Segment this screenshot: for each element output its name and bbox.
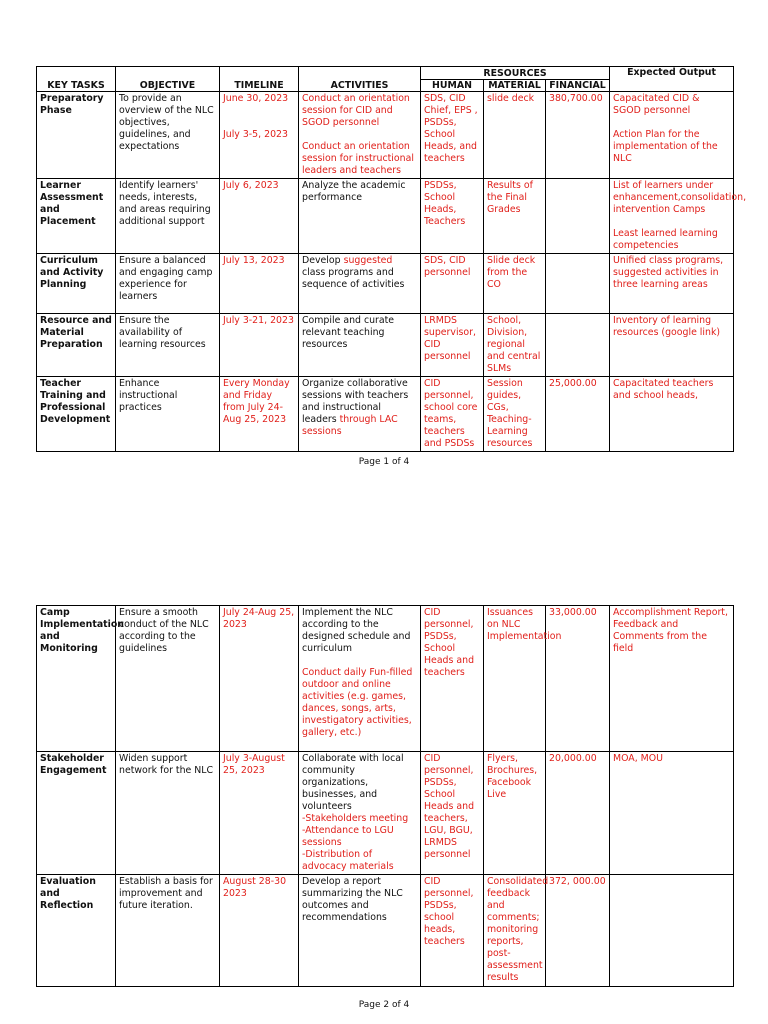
objective-cell: To provide an overview of the NLC objectives, guidelines, and expectations — [116, 92, 220, 179]
activity-cell — [299, 752, 421, 875]
output-cell: Inventory of learning resources (google link) — [610, 314, 734, 377]
material-cell: Slide deck from the CO — [484, 254, 546, 314]
financial-cell — [546, 254, 610, 314]
output-text: Least learned learning competencies — [613, 228, 718, 251]
output-cell: MOA, MOU — [610, 752, 734, 875]
financial-cell: 20,000.00 — [546, 752, 610, 875]
financial-cell — [546, 179, 610, 254]
material-cell: slide deck — [484, 92, 546, 179]
objective-cell: Ensure a smooth conduct of the NLC according to the guidelines — [116, 606, 220, 752]
header-activities: ACTIVITIES — [299, 67, 421, 92]
financial-cell: 25,000.00 — [546, 377, 610, 452]
table-row — [37, 752, 734, 875]
financial-cell: 33,000.00 — [546, 606, 610, 752]
page-footer: Page 1 of 4 — [358, 457, 410, 467]
task-cell: Teacher Training and Professional Development — [37, 377, 116, 452]
output-text: Action Plan for the implementation of the NLC — [613, 129, 718, 164]
table-row — [37, 92, 734, 179]
header-row-top — [37, 67, 734, 80]
timeline-cell: July 24-Aug 25, 2023 — [220, 606, 299, 752]
human-cell: CID personnel, PSDSs, School Heads and teachers, LGU, BGU, LRMDS personnel — [421, 752, 484, 875]
timeline-cell: July 3-August 25, 2023 — [220, 752, 299, 875]
header-financial: FINANCIAL — [546, 79, 610, 92]
task-cell: Evaluation and Reflection — [37, 875, 116, 987]
output-cell — [610, 179, 747, 254]
objective-cell: Ensure the availability of learning resources — [116, 314, 220, 377]
header-timeline: TIMELINE — [220, 67, 299, 92]
activity-item: -Stakeholders meeting — [302, 813, 409, 824]
activity-cell: Analyze the academic performance — [299, 179, 421, 254]
output-cell — [610, 875, 734, 987]
table-row — [37, 254, 734, 314]
activity-text: Conduct an orientation session for instructional leaders and teachers — [302, 141, 414, 176]
human-cell: CID personnel, PSDSs, School Heads and teachers — [421, 606, 484, 752]
human-cell: LRMDS supervisor, CID personnel — [421, 314, 484, 377]
task-cell: Camp Implementation and Monitoring — [37, 606, 116, 752]
plan-table-page-1 — [36, 66, 747, 452]
header-material: MATERIAL — [484, 79, 546, 92]
objective-cell: Enhance instructional practices — [116, 377, 220, 452]
human-cell: PSDSs, School Heads, Teachers — [421, 179, 484, 254]
financial-cell: 380,700.00 — [546, 92, 610, 179]
timeline-cell: July 3-21, 2023 — [220, 314, 299, 377]
timeline-cell: July 6, 2023 — [220, 179, 299, 254]
activity-item: -Attendance to LGU sessions — [302, 825, 394, 848]
human-cell: SDS, CID Chief, EPS , PSDSs, School Heads, and teachers — [421, 92, 484, 179]
plan-table-page-2 — [36, 605, 734, 987]
human-cell: CID personnel, school core teams, teachers and PSDSs — [421, 377, 484, 452]
activity-text: Collaborate with local community organizations, businesses, and volunteers — [302, 753, 404, 812]
output-cell — [610, 92, 734, 179]
objective-cell: Ensure a balanced and engaging camp experience for learners — [116, 254, 220, 314]
material-cell: Consolidated feedback and comments; monitoring reports, post-assessment results — [484, 875, 546, 987]
activity-cell — [299, 377, 421, 452]
table-row — [37, 377, 734, 452]
task-cell: Resource and Material Preparation — [37, 314, 116, 377]
header-objective: OBJECTIVE — [116, 67, 220, 92]
timeline-cell: Every Monday and Friday from July 24-Aug 25, 2023 — [220, 377, 299, 452]
activity-highlight: suggested — [343, 255, 393, 266]
activity-highlight: Conduct daily Fun-filled outdoor and online activities (e.g. games, dances, songs, arts, investigatory activities, gallery, etc.) — [302, 667, 413, 738]
material-cell: Session guides, CGs, Teaching-Learning resources — [484, 377, 546, 452]
human-cell: CID personnel, PSDSs, school heads, teachers — [421, 875, 484, 987]
timeline-text: July 3-5, 2023 — [223, 129, 288, 140]
timeline-cell: July 13, 2023 — [220, 254, 299, 314]
header-expected-output: Expected Output — [610, 67, 734, 92]
timeline-cell: August 28-30 2023 — [220, 875, 299, 987]
activity-highlight: through LAC sessions — [302, 414, 398, 437]
task-cell: Learner Assessment and Placement — [37, 179, 116, 254]
activity-cell — [299, 92, 421, 179]
material-cell: Flyers, Brochures, Facebook Live — [484, 752, 546, 875]
activity-text: Organize collaborative sessions with teachers and instructional leaders — [302, 378, 409, 425]
header-key-tasks: KEY TASKS — [37, 67, 116, 92]
timeline-cell — [220, 92, 299, 179]
activity-text: Develop — [302, 255, 344, 266]
table-row — [37, 314, 734, 377]
activity-cell: Develop a report summarizing the NLC outcomes and recommendations — [299, 875, 421, 987]
activity-text: class programs and sequence of activities — [302, 267, 405, 290]
activity-cell — [299, 254, 421, 314]
output-cell: Capacitated teachers and school heads, — [610, 377, 734, 452]
output-text: Capacitated CID & SGOD personnel — [613, 93, 700, 116]
objective-cell: Establish a basis for improvement and future iteration. — [116, 875, 220, 987]
activity-text: Implement the NLC according to the designed schedule and curriculum — [302, 607, 411, 654]
task-cell: Preparatory Phase — [37, 92, 116, 179]
table-row — [37, 875, 734, 987]
activity-cell: Compile and curate relevant teaching resources — [299, 314, 421, 377]
material-cell: Results of the Final Grades — [484, 179, 546, 254]
human-cell: SDS, CID personnel — [421, 254, 484, 314]
financial-cell: 372, 000.00 — [546, 875, 610, 987]
header-human: HUMAN — [421, 79, 484, 92]
output-text: List of learners under enhancement,consolidation, intervention Camps — [613, 180, 747, 215]
material-cell: School, Division, regional and central SLMs — [484, 314, 546, 377]
page-footer: Page 2 of 4 — [358, 1000, 410, 1010]
activity-item: -Distribution of advocacy materials — [302, 849, 394, 872]
financial-cell — [546, 314, 610, 377]
objective-cell: Identify learners' needs, interests, and areas requiring additional support — [116, 179, 220, 254]
task-cell: Stakeholder Engagement — [37, 752, 116, 875]
objective-cell: Widen support network for the NLC — [116, 752, 220, 875]
table-row — [37, 179, 734, 254]
table-row — [37, 606, 734, 752]
output-cell: Accomplishment Report, Feedback and Comments from the field — [610, 606, 734, 752]
header-resources: RESOURCES — [421, 67, 610, 80]
activity-text: Conduct an orientation session for CID and SGOD personnel — [302, 93, 410, 128]
output-cell: Unified class programs, suggested activities in three learning areas — [610, 254, 734, 314]
task-cell: Curriculum and Activity Planning — [37, 254, 116, 314]
timeline-text: June 30, 2023 — [223, 93, 289, 104]
material-cell: Issuances on NLC Implementation — [484, 606, 546, 752]
activity-cell — [299, 606, 421, 752]
